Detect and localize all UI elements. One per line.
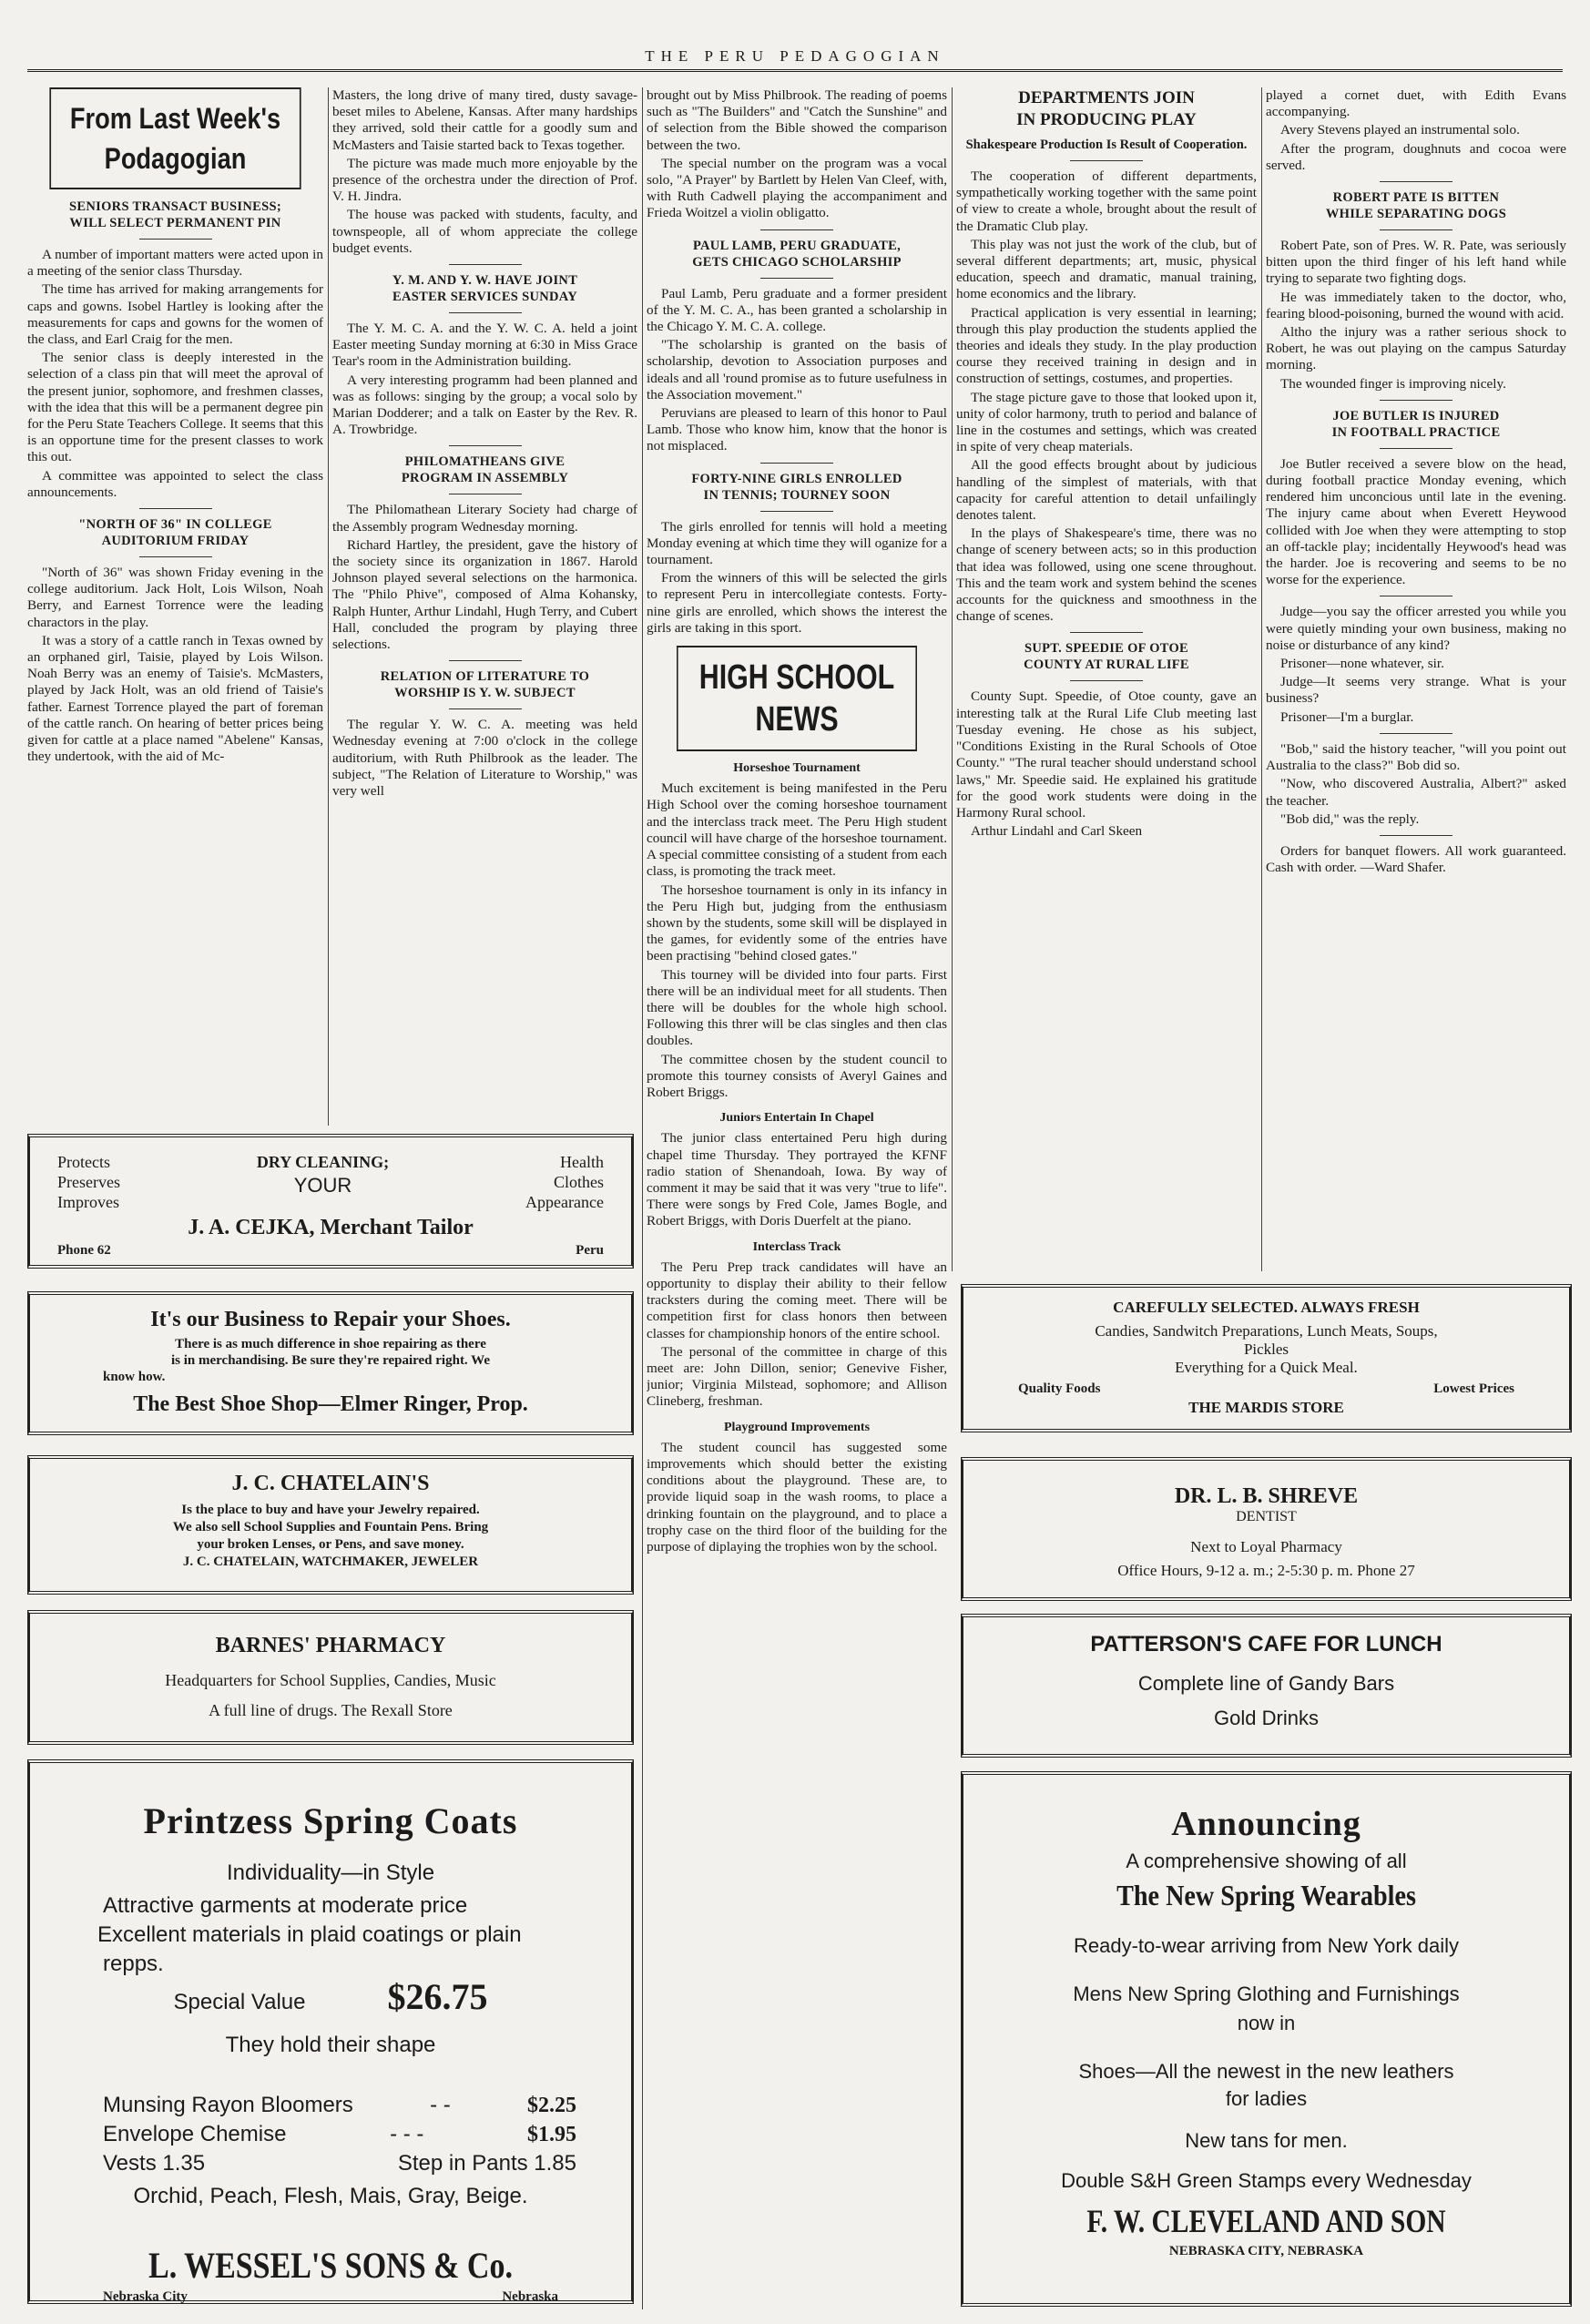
article-paragraph: "Bob did," was the reply. — [1280, 810, 1420, 827]
ad-ringer-shoe-shop: It's our Business to Repair your Shoes. There is as much difference in shoe repairing as there is in merchandising. Be sure they're repaired right. We know how. The Best Shoe Shop—Elmer Ringer, Prop. — [27, 1291, 634, 1435]
divider — [760, 229, 833, 230]
article-paragraph: Peruvians are pleased to learn of this honor to Paul Lamb. Those who know him, know that the honor is not misplaced. — [647, 405, 947, 454]
masthead-rule — [27, 69, 1563, 72]
section-subheading: Playground Improvements — [723, 1420, 871, 1434]
section-subheading: Juniors Entertain In Chapel — [719, 1111, 874, 1126]
article-paragraph: The horseshoe tournament is only in its infancy in the Peru High but, judging from the enthusiasm shown by the students, some skill will be displayed in the games, for evidently some of the entries have been practising "behind closed gates." — [647, 882, 947, 964]
article-paragraph: The cooperation of different departments, sympathetically working together with the same point of view to create a whole, brought about the result of the Dramatic Club play. — [956, 168, 1257, 234]
article-paragraph: The junior class entertained Peru high during chapel time Thursday. They portrayed the KFNF radio station of Shenandoah, Iowa. By way of comment it may be said that it was very "true to life". There were songs by Fred Cole, James Bogle, and Robert Briggs, with Doris Duerfelt at the piano. — [647, 1130, 947, 1229]
article-paragraph: The student council has suggested some improvements which should better the existing conditions about the playground. These are, to provide liquid soap in the wash rooms, to place a drinking fountain on the playground, and to place a trophy case on the third floor of the building for the purpose of diplaying the trophies won by the school. — [647, 1439, 947, 1555]
article-paragraph: The Peru Prep track candidates will have an opportunity to display their ability to their fellow tracksters during the coming meet. There will be competition first for class honors then between classes for championship honors of the entire school. — [647, 1259, 947, 1341]
article-paragraph: The senior class is deeply interested in the selection of a class pin that will meet the aproval of the present junior, sophomore, and freshmen classes, with the idea that this will be a permanent degree pin for the Peru State Teachers College. It seems that this is an opportune time for the present classes to work this out. — [27, 350, 323, 465]
article-headline: PHILOMATHEANS GIVE PROGRAM IN ASSEMBLY — [401, 454, 569, 486]
article-subheadline: Shakespeare Production Is Result of Cooperation. — [965, 138, 1248, 152]
divider — [1070, 632, 1143, 633]
divider — [139, 556, 212, 557]
article-headline: FORTY-NINE GIRLS ENROLLED IN TENNIS; TOURNEY SOON — [691, 471, 902, 503]
article-paragraph: From the winners of this will be selected the girls to represent Peru in intercollegiate contests. Forty-nine girls are enrolled, which shows the interest the girls are taking in this sport. — [647, 570, 947, 636]
article-paragraph: The stage picture gave to those that looked upon it, unity of color harmony, truth to period and balance of line in the costumes and settings, which was created in spite of very cheap materials. — [956, 389, 1257, 455]
article-paragraph: A number of important matters were acted upon in a meeting of the senior class Thursday. — [27, 247, 323, 280]
column-rule — [328, 87, 329, 1126]
article-paragraph: Prisoner—none whatever, sir. — [1280, 656, 1444, 672]
article-paragraph: The regular Y. W. C. A. meeting was held Wednesday evening at 7:00 o'clock in the college auditorium, with Ruth Philbrook as the leader. The subject, "The Relation of Literature to Worship," was very well — [332, 717, 637, 800]
article-paragraph: This tourney will be divided into four parts. First there will be an individual meet for all students. Then there will be doubles for the whole high school. Following this threr will be clas singles and then clas doubles. — [647, 966, 947, 1049]
article-paragraph: It was a story of a cattle ranch in Texas owned by an orphaned girl, Taisie, played by Lois Wilson. Noah Berry was an enemy of Taisie's. McMasters, played by Jack Holt, was an old friend of Taisie's father. Earnest Torrence played the part of foreman of the cattle ranch. On hearing of better prices being given for cattle at a place named "Abelene" Kansas, they undertook, with the aid of Mc- — [27, 632, 323, 765]
article-paragraph: Judge—you say the officer arrested you while you were quietly minding your own business, making no noise or disturbance of any kind? — [1266, 604, 1566, 653]
column-rule — [952, 87, 953, 1271]
column-1 — [27, 87, 323, 1121]
article-headline: PAUL LAMB, PERU GRADUATE, GETS CHICAGO SCHOLARSHIP — [692, 238, 902, 270]
article-paragraph: The girls enrolled for tennis will hold a meeting Monday evening at which time they will oganize for a tournament. — [647, 518, 947, 568]
divider — [1070, 160, 1143, 161]
article-paragraph: "The scholarship is granted on the basis of scholarship, devotion to Association purposes and ideals and all 'round promise as to future usefulness in the Association movement." — [647, 337, 947, 403]
ad-mardis-store: CAREFULLY SELECTED. ALWAYS FRESH Candies, Sandwitch Preparations, Lunch Meats, Soups, Pickles Everything for a Quick Meal. Quality Foods Lowest Prices THE MARDIS STORE — [961, 1284, 1572, 1432]
article-paragraph: brought out by Miss Philbrook. The reading of poems such as "The Builders" and "Catch the Sunshine" and of selection from the Bible showed the comparison between the two. — [647, 87, 947, 153]
article-paragraph: Joe Butler received a severe blow on the head, during football practice Monday evening, which rendered him unconcious until late in the evening. The injury came about when Everett Heywood collided with Joe when they were attempting to stop an off-tackle play; incidentally Heywood's head was the harder. Joe is recovering and seems to be no worse for the experience. — [1266, 455, 1566, 588]
article-paragraph: The time has arrived for making arrangements for caps and gowns. Isobel Hartley is looking after the measurements for caps and gowns for the women of the class, and Earl Craig for the men. — [27, 281, 323, 348]
ad-shreve-dentist: DR. L. B. SHREVE DENTIST Next to Loyal Pharmacy Office Hours, 9-12 a. m.; 2-5:30 p. m. Phone 27 — [961, 1457, 1572, 1601]
article-paragraph: Practical application is very essential in learning; through this play production the students applied the theories and ideals they study. In the play production course they received training in design and in construction of settings, costumes, and properties. — [956, 304, 1257, 387]
divider — [1380, 835, 1452, 836]
divider — [449, 445, 522, 446]
column-5 — [1266, 87, 1566, 1271]
article-paragraph: The picture was made much more enjoyable by the presence of the orchestra under the direction of Prof. V. H. Jindra. — [332, 155, 637, 205]
ad-barnes-pharmacy: BARNES' PHARMACY Headquarters for School Supplies, Candies, Music A full line of drugs. The Rexall Store — [27, 1610, 634, 1745]
article-paragraph: All the good effects brought about by judicious handling of the simplest of materials, with that capacity for careful attention to detail unfailingly denotes talent. — [956, 457, 1257, 524]
article-paragraph: Judge—It seems very strange. What is your business? — [1266, 674, 1566, 707]
ad-cleveland-and-son: Announcing A comprehensive showing of all The New Spring Wearables Ready-to-wear arriving from New York daily Mens New Spring Glothing and Furnishings now in Shoes—All the newest in the new leathers for ladies New tans for men. Double S&H Green Stamps every Wednesday F. W. CLEVELAND AND SON NEBRASKA CITY, NEBRASKA — [961, 1771, 1572, 2307]
article-paragraph: A committee was appointed to select the class announcements. — [27, 467, 323, 500]
column-2 — [332, 87, 637, 1121]
column-rule — [1261, 87, 1262, 1271]
divider — [760, 463, 833, 464]
article-paragraph: Avery Stevens played an instrumental solo. — [1280, 122, 1520, 138]
divider — [449, 660, 522, 661]
article-paragraph: Altho the injury was a rather serious shock to Robert, he was out playing on the campus Saturday morning. — [1266, 324, 1566, 373]
article-paragraph: "Now, who discovered Australia, Albert?" asked the teacher. — [1266, 776, 1566, 809]
article-paragraph: This play was not just the work of the club, but of several different departments; art, music, physical education, speech and dramatic, manual training, home economics and the library. — [956, 236, 1257, 302]
divider — [1380, 448, 1452, 449]
divider — [1380, 733, 1452, 734]
article-paragraph: Masters, the long drive of many tired, dusty savage-beset miles to Abelene, Kansas. After many hardships they arrived, sold their cattle for a goodly sum and McMasters and Taisie started back to Texas together. — [332, 87, 637, 153]
article-paragraph: The house was packed with students, faculty, and townspeople, all of whom appreciate the college budget events. — [332, 207, 637, 256]
article-paragraph: Much excitement is being manifested in the Peru High School over the coming horseshoe tournament and the interclass track meet. The Peru High student council will have charge of the horseshoe tournament. A special committee consisting of a student from each class, is promoting the track meet. — [647, 780, 947, 880]
article-paragraph: "North of 36" was shown Friday evening in the college auditorium. Jack Holt, Lois Wilson, Noah Berry, and Earnest Torrence were the leading charactors in the play. — [27, 565, 323, 630]
article-paragraph: Paul Lamb, Peru graduate and a former president of the Y. M. C. A., has been granted a scholarship in the Chicago Y. M. C. A. college. — [647, 285, 947, 335]
divider — [449, 264, 522, 265]
divider — [139, 239, 212, 240]
ad-patterson-cafe: PATTERSON'S CAFE FOR LUNCH Complete line of Gandy Bars Gold Drinks — [961, 1614, 1572, 1758]
article-headline: ROBERT PATE IS BITTEN WHILE SEPARATING DOGS — [1325, 190, 1507, 222]
article-paragraph: "Bob," said the history teacher, "will you point out Australia to the class?" Bob did so. — [1266, 740, 1566, 774]
article-headline: RELATION OF LITERATURE TO WORSHIP IS Y. W. SUBJECT — [380, 669, 590, 701]
article-headline: JOE BUTLER IS INJURED IN FOOTBALL PRACTICE — [1331, 408, 1501, 440]
article-headline: SENIORS TRANSACT BUSINESS; WILL SELECT PERMANENT PIN — [69, 199, 281, 230]
article-paragraph: The wounded finger is improving nicely. — [1280, 375, 1506, 392]
article-paragraph: The committee chosen by the student council to promote this tourney consists of Averyl Gaines and Robert Briggs. — [647, 1051, 947, 1100]
article-paragraph: Prisoner—I'm a burglar. — [1280, 708, 1414, 725]
article-paragraph: In the plays of Shakespeare's time, there was no change of scenery between acts; so in this production that idea was followed, using one scene throughout. This and the team work and system behind the scenes accounts for the quickness and smoothness in the change of scenes. — [956, 525, 1257, 625]
article-paragraph: The special number on the program was a vocal solo, "A Prayer" by Bartlett by Helen Van Cleef, with, with Ruth Cadwell playing the accompaniment and Frieda Woitzel a violin obligatto. — [647, 155, 947, 221]
article-paragraph: Orders for banquet flowers. All work guaranteed. Cash with order. —Ward Shafer. — [1266, 842, 1566, 876]
article-paragraph: played a cornet duet, with Edith Evans accompanying. — [1266, 87, 1566, 120]
divider — [1070, 680, 1143, 681]
section-subheading: Horseshoe Tournament — [733, 761, 861, 776]
divider — [139, 508, 212, 509]
masthead: THE PERU PEDAGOGIAN — [645, 47, 945, 65]
article-paragraph: He was immediately taken to the doctor, who, fearing blood-poisoning, burned the wound with acid. — [1266, 289, 1566, 321]
ad-chatelain-jeweler: J. C. CHATELAIN'S Is the place to buy and have your Jewelry repaired. We also sell School Supplies and Fountain Pens. Bring your broken Lenses, or Pens, and save money. J. C. CHATELAIN, WATCHMAKER, JEWELER — [27, 1455, 634, 1595]
article-paragraph: The Philomathean Literary Society had charge of the Assembly program Wednesday morning. — [332, 502, 637, 535]
divider — [449, 312, 522, 313]
article-paragraph: After the program, doughnuts and cocoa were served. — [1266, 140, 1566, 173]
article-paragraph: A very interesting programm had been planned and was as follows: singing by the group; a vocal solo by Marian Dodderer; and a talk on Easter by the Rev. R. A. Trowbridge. — [332, 372, 637, 438]
article-paragraph: Richard Hartley, the president, gave the history of the society since its organization in 1867. Harold Johnson played several selections on the harmonica. The "Philo Phive", composed of Alma Kohansky, Ralph Hunter, Arthur Lindahl, Hugh Terry, and Cubert Hall, concluded the program by playing three selections. — [332, 536, 637, 653]
article-paragraph: The Y. M. C. A. and the Y. W. C. A. held a joint Easter meeting Sunday morning at 6:30 in Miss Grace Tear's room in the Administration building. — [332, 321, 637, 370]
high-school-news-heading: HIGH SCHOOL NEWS — [677, 646, 917, 751]
ad-cejka-tailor: Protects Preserves Improves DRY CLEANING; YOUR Health Clothes Appearance J. A. CEJKA, Merchant Tailor Phone 62 Peru — [27, 1134, 634, 1269]
divider — [1380, 229, 1452, 230]
divider — [449, 708, 522, 709]
divider — [760, 511, 833, 512]
divider — [1380, 181, 1452, 182]
article-headline: Y. M. AND Y. W. HAVE JOINT EASTER SERVICES SUNDAY — [392, 273, 578, 305]
column-rule — [642, 87, 643, 2309]
article-headline: "NORTH OF 36" IN COLLEGE AUDITORIUM FRIDAY — [78, 517, 272, 549]
article-headline-large: DEPARTMENTS JOIN IN PRODUCING PLAY — [1016, 88, 1197, 129]
divider — [760, 278, 833, 279]
ad-wessel-printzess: Printzess Spring Coats Individuality—in Style Attractive garments at moderate price Excellent materials in plaid coatings or plain repps. Special Value $26.75 They hold their shape Munsing Rayon Bloomers - - $2.25 Envelope Chemise - - - $1.95 Vests 1.35 Step in Pants 1.85 Orchid, Peach, Flesh, Mais, Gray, Beige. L. WESSEL'S SONS & Co. Nebraska City Nebraska — [27, 1759, 634, 2304]
divider — [1380, 400, 1452, 401]
article-paragraph: Arthur Lindahl and Carl Skeen — [971, 823, 1143, 840]
column-4 — [956, 87, 1257, 1271]
column-3 — [647, 87, 947, 2300]
article-headline: SUPT. SPEEDIE OF OTOE COUNTY AT RURAL LIFE — [1024, 641, 1189, 673]
section-subheading: Interclass Track — [752, 1239, 841, 1254]
from-last-week-heading: From Last Week's Podagogian — [49, 87, 301, 189]
article-paragraph: The personal of the committee in charge of this meet are: John Dillon, senior; Genevive Fisher, junior; Virginia Milstead, sophomore; and Allison Clineberg, freshman. — [647, 1343, 947, 1410]
article-paragraph: County Supt. Speedie, of Otoe county, gave an interesting talk at the Rural Life Club meeting last Tuesday evening. He chose as his subject, "Conditions Existing in the Rural Schools of Otoe County." "The rural teacher should understand school laws," Mr. Speedie said. He explained his gratitude for the good work students were doing in the Harmony Rural school. — [956, 688, 1257, 821]
article-paragraph: Robert Pate, son of Pres. W. R. Pate, was seriously bitten upon the third finger of his left hand while trying to separate two fighting dogs. — [1266, 238, 1566, 287]
